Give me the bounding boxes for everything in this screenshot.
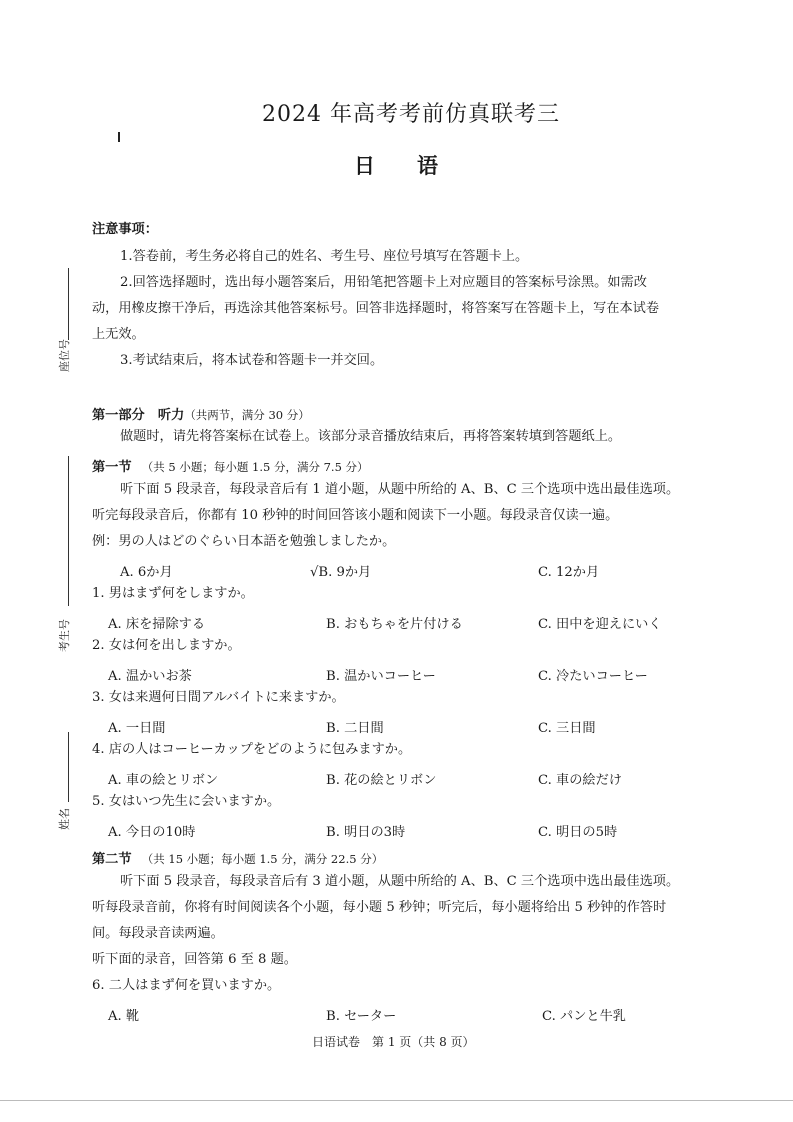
notice-heading: 注意事项： — [92, 222, 158, 237]
exam-no-line — [68, 456, 69, 606]
example-option-a: A. 6か月 — [120, 565, 173, 580]
scan-edge-line — [0, 1100, 793, 1101]
example-option-b: √B. 9か月 — [310, 565, 372, 580]
question-2-option-c: C. 冷たいコーヒー — [538, 669, 648, 684]
seat-label: 座位号 — [58, 339, 71, 372]
section2-instruction-line3: 间。每段录音读两遍。 — [92, 926, 224, 941]
example-option-c: C. 12か月 — [538, 565, 600, 580]
question-1-option-c: C. 田中を迎えにいく — [538, 617, 662, 632]
section1-heading-row — [92, 456, 369, 475]
question-6-option-c: C. パンと牛乳 — [542, 1009, 626, 1024]
notice-item-2-line1: 2.回答选择题时，选出每小题答案后，用铅笔把答题卡上对应题目的答案标号涂黑。如需改 — [120, 275, 647, 290]
question-1-option-a: A. 床を掃除する — [108, 617, 206, 632]
part1-heading: 第一部分 听力 — [92, 408, 185, 423]
section2-instruction-line2: 听每段录音前，你将有时间阅读各个小题，每小题 5 秒钟；听完后，每小题将给出 5 秒钟的作答时 — [92, 900, 667, 915]
part1-heading-note: （共两节，满分 30 分） — [184, 408, 310, 422]
subject-title: 日 语 — [354, 154, 438, 178]
page-footer: 日语试卷 第 1 页（共 8 页） — [312, 1035, 475, 1049]
question-5: 5. 女はいつ先生に会いますか。 — [92, 794, 281, 809]
question-2: 2. 女は何を出しますか。 — [92, 638, 241, 653]
question-2-option-b: B. 温かいコーヒー — [326, 669, 436, 684]
question-1-option-b: B. おもちゃを片付ける — [326, 617, 463, 632]
question-3: 3. 女は来週何日間アルバイトに来ますか。 — [92, 690, 345, 705]
section2-heading: 第二节 — [92, 852, 132, 867]
question-5-option-b: B. 明日の3時 — [326, 825, 406, 840]
seat-line — [68, 268, 69, 340]
question-6-option-a: A. 靴 — [108, 1009, 140, 1024]
notice-item-2-line3: 上无效。 — [92, 327, 145, 342]
question-1: 1. 男はまず何をしますか。 — [92, 586, 254, 601]
section1-instruction-line1: 听下面 5 段录音，每段录音后有 1 道小题，从题中所给的 A、B、C 三个选项中选出最佳选项。 — [120, 482, 680, 497]
notice-item-2-line2: 动，用橡皮擦干净后，再选涂其他答案标号。回答非选择题时，将答案写在答题卡上，写在本试卷 — [92, 301, 660, 316]
part1-heading-row — [92, 404, 310, 423]
question-3-option-b: B. 二日間 — [326, 721, 384, 736]
notice-item-3: 3.考试结束后，将本试卷和答题卡一并交回。 — [120, 353, 384, 368]
question-2-option-a: A. 温かいお茶 — [108, 669, 192, 684]
section2-instruction-line1: 听下面 5 段录音，每段录音后有 3 道小题，从题中所给的 A、B、C 三个选项中选出最佳选项。 — [120, 874, 680, 889]
question-4-option-c: C. 車の絵だけ — [538, 773, 622, 788]
name-line — [68, 732, 69, 802]
question-4-option-a: A. 車の絵とリボン — [108, 773, 219, 788]
question-5-option-c: C. 明日の5時 — [538, 825, 618, 840]
part1-instruction: 做题时，请先将答案标在试卷上。该部分录音播放结束后，再将答案转填到答题纸上。 — [120, 429, 622, 444]
exam-title: 2024 年高考考前仿真联考三 — [262, 102, 560, 127]
section1-heading-note: （共 5 小题；每小题 1.5 分，满分 7.5 分） — [141, 460, 369, 474]
question-4: 4. 店の人はコーヒーカップをどのように包みますか。 — [92, 742, 412, 757]
stray-mark — [118, 132, 120, 142]
notice-item-1: 1.答卷前，考生务必将自己的姓名、考生号、座位号填写在答题卡上。 — [120, 249, 529, 264]
section1-instruction-line2: 听完每段录音后，你都有 10 秒钟的时间回答该小题和阅读下一小题。每段录音仅读一遍。 — [92, 508, 619, 523]
section2-heading-row — [92, 848, 383, 867]
exam-no-label: 考生号 — [58, 619, 71, 652]
name-label: 姓名 — [58, 808, 71, 830]
question-6-option-b: B. セーター — [326, 1009, 397, 1024]
example-question: 例：男の人はどのぐらい日本語を勉強しましたか。 — [92, 534, 396, 549]
question-5-option-a: A. 今日の10時 — [108, 825, 196, 840]
question-6: 6. 二人はまず何を買いますか。 — [92, 978, 281, 993]
question-3-option-c: C. 三日間 — [538, 721, 596, 736]
section1-heading: 第一节 — [92, 460, 132, 475]
section2-heading-note: （共 15 小题；每小题 1.5 分，满分 22.5 分） — [141, 852, 384, 866]
question-3-option-a: A. 一日間 — [108, 721, 166, 736]
section2-sub-instruction: 听下面的录音，回答第 6 至 8 题。 — [92, 952, 297, 967]
question-4-option-b: B. 花の絵とリボン — [326, 773, 437, 788]
